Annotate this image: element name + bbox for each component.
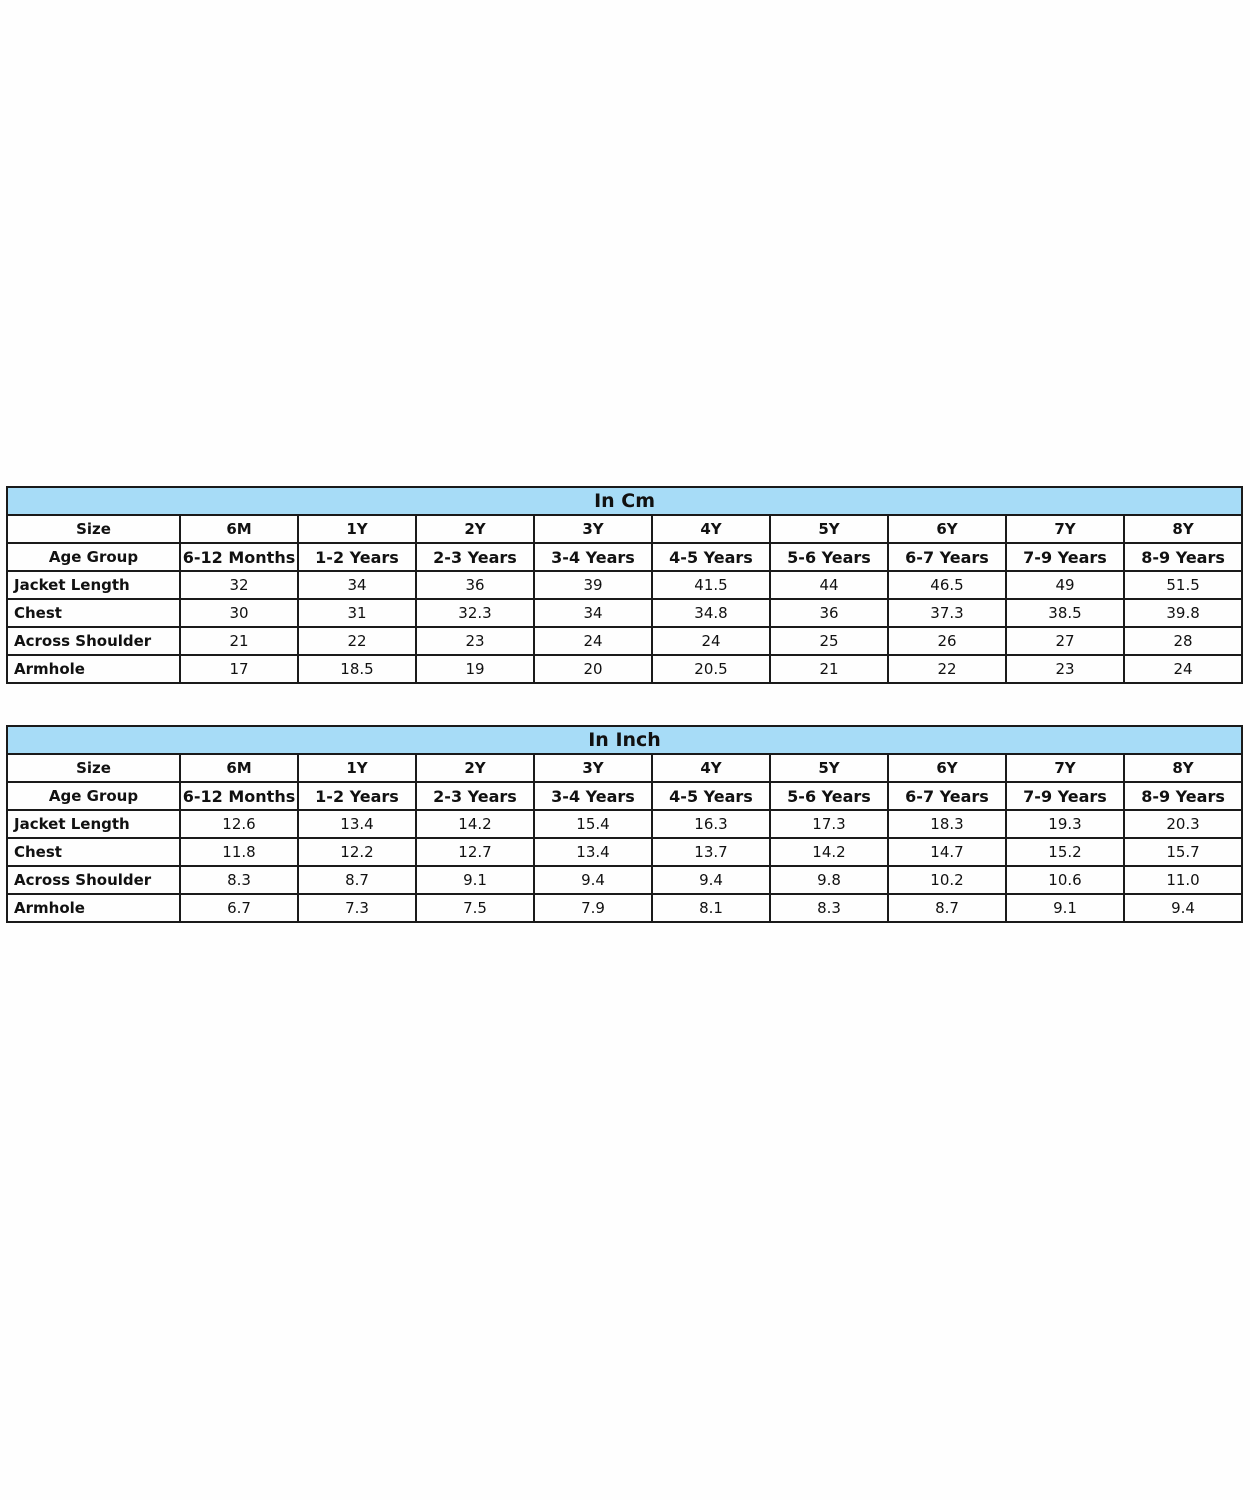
age-group-cell: 8-9 Years bbox=[1124, 543, 1242, 571]
measurement-value: 20.3 bbox=[1124, 810, 1242, 838]
measurement-value: 21 bbox=[770, 655, 888, 683]
measurement-value: 12.2 bbox=[298, 838, 416, 866]
measurement-value: 14.2 bbox=[770, 838, 888, 866]
measurement-value: 11.8 bbox=[180, 838, 298, 866]
measurement-value: 14.2 bbox=[416, 810, 534, 838]
size-header-cell: 6M bbox=[180, 754, 298, 782]
size-header-cell: 3Y bbox=[534, 515, 652, 543]
measurement-value: 24 bbox=[534, 627, 652, 655]
measurement-value: 22 bbox=[298, 627, 416, 655]
measurement-value: 27 bbox=[1006, 627, 1124, 655]
age-group-cell: 5-6 Years bbox=[770, 782, 888, 810]
size-header-cell: 2Y bbox=[416, 754, 534, 782]
size-label: Size bbox=[7, 754, 180, 782]
measurement-value: 39 bbox=[534, 571, 652, 599]
measurement-value: 49 bbox=[1006, 571, 1124, 599]
table-row bbox=[7, 571, 1242, 599]
measurement-value: 9.1 bbox=[1006, 894, 1124, 922]
measurement-value: 7.3 bbox=[298, 894, 416, 922]
size-header-cell: 8Y bbox=[1124, 754, 1242, 782]
measurement-value: 12.7 bbox=[416, 838, 534, 866]
measurement-value: 25 bbox=[770, 627, 888, 655]
measurement-value: 8.7 bbox=[298, 866, 416, 894]
age-group-row bbox=[7, 543, 1242, 571]
age-group-cell: 6-7 Years bbox=[888, 782, 1006, 810]
size-header-cell: 7Y bbox=[1006, 515, 1124, 543]
size-header-cell: 6Y bbox=[888, 754, 1006, 782]
table-caption: In Inch bbox=[7, 726, 1242, 754]
age-group-cell: 3-4 Years bbox=[534, 782, 652, 810]
size-header-cell: 4Y bbox=[652, 515, 770, 543]
measurement-value: 51.5 bbox=[1124, 571, 1242, 599]
measurement-value: 38.5 bbox=[1006, 599, 1124, 627]
measurement-value: 18.3 bbox=[888, 810, 1006, 838]
age-group-label: Age Group bbox=[7, 543, 180, 571]
measurement-value: 34 bbox=[534, 599, 652, 627]
measurement-value: 32 bbox=[180, 571, 298, 599]
measurement-label: Jacket Length bbox=[7, 571, 180, 599]
measurement-value: 31 bbox=[298, 599, 416, 627]
measurement-label: Chest bbox=[7, 838, 180, 866]
size-header-cell: 5Y bbox=[770, 754, 888, 782]
age-group-cell: 1-2 Years bbox=[298, 543, 416, 571]
measurement-value: 8.3 bbox=[180, 866, 298, 894]
measurement-label: Chest bbox=[7, 599, 180, 627]
age-group-cell: 7-9 Years bbox=[1006, 543, 1124, 571]
measurement-value: 21 bbox=[180, 627, 298, 655]
measurement-label: Armhole bbox=[7, 894, 180, 922]
measurement-value: 22 bbox=[888, 655, 1006, 683]
measurement-value: 34.8 bbox=[652, 599, 770, 627]
measurement-value: 44 bbox=[770, 571, 888, 599]
size-header-cell: 6Y bbox=[888, 515, 1006, 543]
measurement-value: 9.4 bbox=[1124, 894, 1242, 922]
table-row bbox=[7, 599, 1242, 627]
size-header-cell: 8Y bbox=[1124, 515, 1242, 543]
table-caption-row bbox=[7, 726, 1242, 754]
measurement-value: 8.3 bbox=[770, 894, 888, 922]
measurement-value: 20 bbox=[534, 655, 652, 683]
measurement-value: 15.2 bbox=[1006, 838, 1124, 866]
size-header-row bbox=[7, 754, 1242, 782]
measurement-value: 19 bbox=[416, 655, 534, 683]
measurement-value: 13.4 bbox=[534, 838, 652, 866]
size-header-cell: 1Y bbox=[298, 754, 416, 782]
size-label: Size bbox=[7, 515, 180, 543]
size-header-cell: 2Y bbox=[416, 515, 534, 543]
size-header-cell: 1Y bbox=[298, 515, 416, 543]
measurement-value: 32.3 bbox=[416, 599, 534, 627]
size-header-row bbox=[7, 515, 1242, 543]
age-group-cell: 8-9 Years bbox=[1124, 782, 1242, 810]
measurement-value: 6.7 bbox=[180, 894, 298, 922]
size-header-cell: 3Y bbox=[534, 754, 652, 782]
measurement-value: 28 bbox=[1124, 627, 1242, 655]
measurement-value: 39.8 bbox=[1124, 599, 1242, 627]
age-group-row bbox=[7, 782, 1242, 810]
age-group-cell: 2-3 Years bbox=[416, 782, 534, 810]
age-group-cell: 6-12 Months bbox=[180, 543, 298, 571]
measurement-value: 15.7 bbox=[1124, 838, 1242, 866]
measurement-value: 9.4 bbox=[534, 866, 652, 894]
measurement-value: 9.8 bbox=[770, 866, 888, 894]
age-group-cell: 5-6 Years bbox=[770, 543, 888, 571]
measurement-value: 23 bbox=[1006, 655, 1124, 683]
age-group-cell: 2-3 Years bbox=[416, 543, 534, 571]
measurement-value: 37.3 bbox=[888, 599, 1006, 627]
table-caption-row bbox=[7, 487, 1242, 515]
age-group-cell: 3-4 Years bbox=[534, 543, 652, 571]
age-group-cell: 1-2 Years bbox=[298, 782, 416, 810]
measurement-value: 10.2 bbox=[888, 866, 1006, 894]
measurement-label: Across Shoulder bbox=[7, 627, 180, 655]
age-group-cell: 6-12 Months bbox=[180, 782, 298, 810]
measurement-value: 9.1 bbox=[416, 866, 534, 894]
table-row bbox=[7, 810, 1242, 838]
measurement-value: 7.9 bbox=[534, 894, 652, 922]
age-group-label: Age Group bbox=[7, 782, 180, 810]
measurement-value: 23 bbox=[416, 627, 534, 655]
measurement-value: 24 bbox=[652, 627, 770, 655]
age-group-cell: 6-7 Years bbox=[888, 543, 1006, 571]
measurement-value: 9.4 bbox=[652, 866, 770, 894]
measurement-value: 8.1 bbox=[652, 894, 770, 922]
measurement-value: 20.5 bbox=[652, 655, 770, 683]
size-chart-cm-table bbox=[6, 486, 1243, 684]
measurement-value: 41.5 bbox=[652, 571, 770, 599]
measurement-value: 8.7 bbox=[888, 894, 1006, 922]
measurement-value: 15.4 bbox=[534, 810, 652, 838]
size-chart-inch-table bbox=[6, 725, 1243, 923]
age-group-cell: 4-5 Years bbox=[652, 543, 770, 571]
table-row bbox=[7, 894, 1242, 922]
measurement-value: 12.6 bbox=[180, 810, 298, 838]
measurement-value: 14.7 bbox=[888, 838, 1006, 866]
measurement-value: 13.7 bbox=[652, 838, 770, 866]
measurement-value: 30 bbox=[180, 599, 298, 627]
size-header-cell: 6M bbox=[180, 515, 298, 543]
measurement-value: 13.4 bbox=[298, 810, 416, 838]
table-caption: In Cm bbox=[7, 487, 1242, 515]
measurement-label: Jacket Length bbox=[7, 810, 180, 838]
table-row bbox=[7, 866, 1242, 894]
measurement-value: 24 bbox=[1124, 655, 1242, 683]
measurement-label: Armhole bbox=[7, 655, 180, 683]
size-header-cell: 4Y bbox=[652, 754, 770, 782]
table-row bbox=[7, 655, 1242, 683]
measurement-value: 26 bbox=[888, 627, 1006, 655]
measurement-value: 19.3 bbox=[1006, 810, 1124, 838]
age-group-cell: 4-5 Years bbox=[652, 782, 770, 810]
measurement-value: 46.5 bbox=[888, 571, 1006, 599]
table-row bbox=[7, 838, 1242, 866]
table-row bbox=[7, 627, 1242, 655]
measurement-value: 36 bbox=[416, 571, 534, 599]
measurement-label: Across Shoulder bbox=[7, 866, 180, 894]
measurement-value: 16.3 bbox=[652, 810, 770, 838]
measurement-value: 18.5 bbox=[298, 655, 416, 683]
measurement-value: 17 bbox=[180, 655, 298, 683]
measurement-value: 36 bbox=[770, 599, 888, 627]
measurement-value: 34 bbox=[298, 571, 416, 599]
measurement-value: 11.0 bbox=[1124, 866, 1242, 894]
measurement-value: 7.5 bbox=[416, 894, 534, 922]
age-group-cell: 7-9 Years bbox=[1006, 782, 1124, 810]
measurement-value: 17.3 bbox=[770, 810, 888, 838]
size-header-cell: 5Y bbox=[770, 515, 888, 543]
measurement-value: 10.6 bbox=[1006, 866, 1124, 894]
size-header-cell: 7Y bbox=[1006, 754, 1124, 782]
